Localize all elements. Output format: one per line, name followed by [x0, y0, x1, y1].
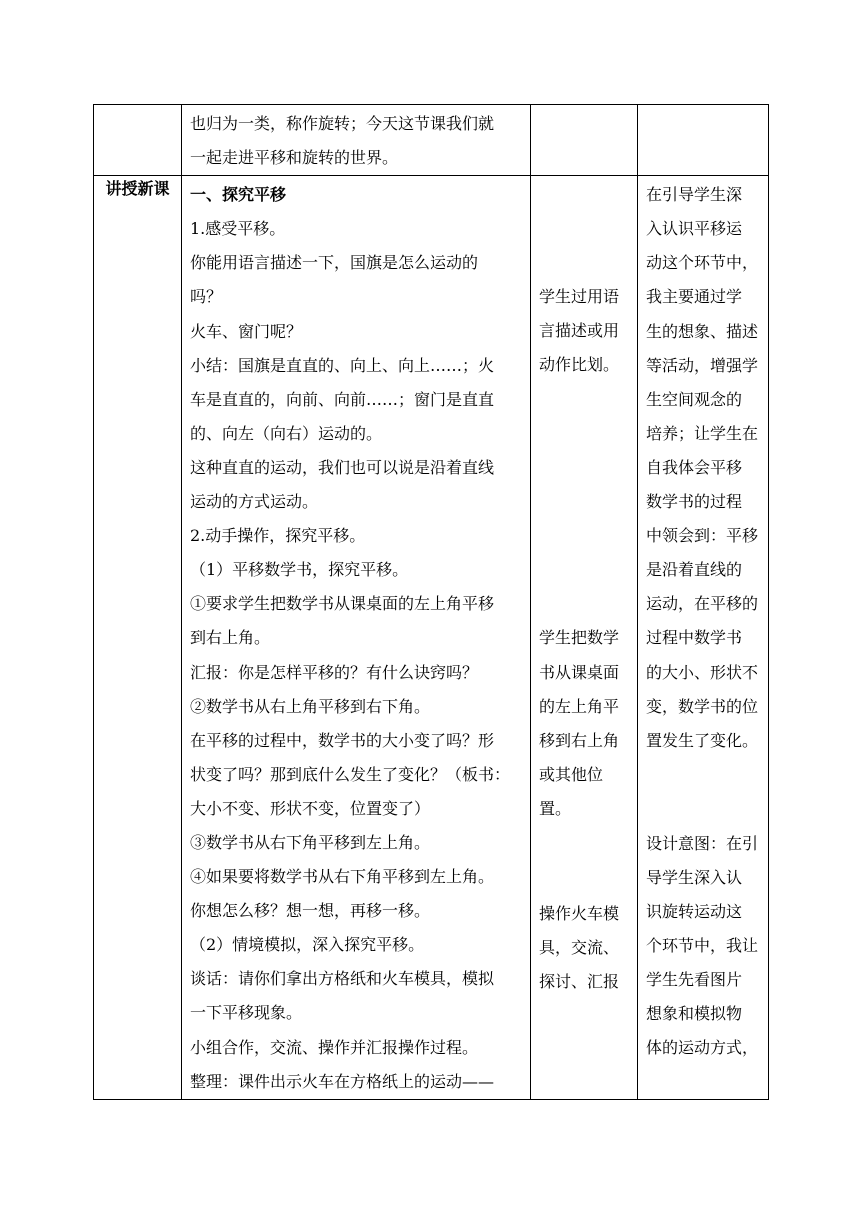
student-text-line: 移到右上角	[539, 730, 620, 750]
text-line: 小组合作，交流、操作并汇报操作过程。	[190, 1037, 479, 1057]
student-activity	[531, 176, 637, 999]
student-text-line: 言描述或用	[539, 321, 620, 341]
intent-text-line: 自我体会平移	[646, 457, 743, 477]
intent-text-line: 生空间观念的	[646, 389, 743, 409]
text-line: 运动的方式运动。	[190, 492, 319, 512]
intent-text-line: 过程中数学书	[646, 628, 743, 648]
intent-text-line: 动这个环节中，	[646, 253, 759, 273]
text-line: （2）情境模拟，深入探究平移。	[190, 935, 425, 955]
intent-text-line: 数学书的过程	[646, 492, 743, 512]
text-line: ②数学书从右上角平移到右下角。	[190, 696, 431, 716]
intent-text-line: 导学生深入认	[646, 867, 743, 887]
intent-text-line: 设计意图：在引	[646, 833, 759, 853]
text-line: 小结：国旗是直直的、向上、向上……；火	[190, 355, 495, 375]
intent-cell-empty	[638, 105, 769, 176]
intent-text-line: 体的运动方式，	[646, 1038, 759, 1058]
text-line: 在平移的过程中，数学书的大小变了吗？形	[190, 730, 495, 750]
text-line: 1.感受平移。	[190, 219, 286, 239]
intent-text-line: 生的想象、描述	[646, 321, 759, 341]
student-activity-block-1	[539, 280, 633, 382]
text-line: （1）平移数学书，探究平移。	[190, 560, 409, 580]
intent-text-line: 我主要通过学	[646, 287, 743, 307]
text-line: 大小不变、形状不变，位置变了）	[190, 798, 431, 818]
intent-text-line: 想象和模拟物	[646, 1004, 743, 1024]
table-row-intro	[94, 105, 769, 176]
intent-text-line: 识旋转运动这	[646, 901, 743, 921]
student-text-line: 探讨、汇报	[539, 972, 620, 992]
intent-text-line: 在引导学生深	[646, 185, 743, 205]
text-line: 的、向左（向右）运动的。	[190, 423, 383, 443]
lesson-plan-table	[93, 104, 769, 1100]
design-intent-block-2	[646, 827, 766, 1066]
intent-text-line: 运动，在平移的	[646, 594, 759, 614]
text-line: 到右上角。	[190, 628, 271, 648]
intent-text-line: 等活动，增强学	[646, 355, 759, 375]
table-row-new-lesson	[94, 176, 769, 1100]
text-line: 整理：课件出示火车在方格纸上的运动——	[190, 1071, 495, 1091]
student-text-line: 的左上角平	[539, 696, 620, 716]
text-line: 这种直直的运动，我们也可以说是沿着直线	[190, 457, 495, 477]
stage-cell	[94, 176, 182, 1100]
stage-cell-empty	[94, 105, 182, 176]
teaching-content	[182, 176, 530, 1099]
design-intent	[638, 176, 768, 1065]
intent-text-line: 置发生了变化。	[646, 730, 759, 750]
student-activity-block-3	[539, 897, 633, 999]
intent-text-line: 学生先看图片	[646, 970, 743, 990]
stage-label: 讲授新课	[105, 179, 170, 199]
student-text-line: 动作比划。	[539, 355, 620, 375]
text-line: 一下平移现象。	[190, 1003, 303, 1023]
intent-text-line: 是沿着直线的	[646, 560, 743, 580]
intent-text-line: 的大小、形状不	[646, 662, 759, 682]
student-text-line: 具，交流、	[539, 938, 620, 958]
student-text-line: 书从课桌面	[539, 662, 620, 682]
student-text-line: 学生把数学	[539, 628, 620, 648]
intent-text-line: 中领会到：平移	[646, 526, 759, 546]
text-line: 状变了吗？那到底什么发生了变化？（板书：	[190, 764, 511, 784]
student-activity-cell	[531, 176, 638, 1100]
student-text-line: 或其他位	[539, 764, 604, 784]
intent-text-line: 入认识平移运	[646, 219, 743, 239]
student-text-line: 操作火车模	[539, 904, 620, 924]
text-line: 一起走进平移和旋转的世界。	[190, 148, 399, 168]
text-line: 一、探究平移	[190, 185, 287, 205]
text-line: 吗？	[190, 287, 223, 307]
student-activity-block-2	[539, 621, 633, 826]
design-intent-cell	[638, 176, 769, 1100]
student-text-line: 学生过用语	[539, 287, 620, 307]
text-line: 也归为一类，称作旋转；今天这节课我们就	[190, 114, 495, 133]
content-cell-intro	[182, 105, 531, 176]
text-line: 火车、窗门呢？	[190, 321, 303, 341]
text-line: 谈话：请你们拿出方格纸和火车模具，模拟	[190, 969, 495, 989]
intent-text-line: 变，数学书的位	[646, 696, 759, 716]
content-cell	[182, 176, 531, 1100]
text-line: 你能用语言描述一下，国旗是怎么运动的	[190, 253, 479, 273]
text-line: ④如果要将数学书从右下角平移到左上角。	[190, 867, 495, 887]
text-line: 车是直直的，向前、向前……；窗门是直直	[190, 389, 495, 409]
intro-text	[182, 105, 530, 175]
design-intent-block-1	[646, 178, 766, 758]
intent-text-line: 培养；让学生在	[646, 423, 759, 443]
text-line: 2.动手操作，探究平移。	[190, 526, 366, 546]
student-text-line: 置。	[539, 798, 572, 818]
student-cell-empty	[531, 105, 638, 176]
text-line: 你想怎么移？想一想，再移一移。	[190, 901, 431, 921]
text-line: ①要求学生把数学书从课桌面的左上角平移	[190, 594, 495, 614]
intent-text-line: 个环节中，我让	[646, 936, 759, 956]
text-line: ③数学书从右下角平移到左上角。	[190, 832, 431, 852]
text-line: 汇报：你是怎样平移的？有什么诀窍吗？	[190, 662, 479, 682]
